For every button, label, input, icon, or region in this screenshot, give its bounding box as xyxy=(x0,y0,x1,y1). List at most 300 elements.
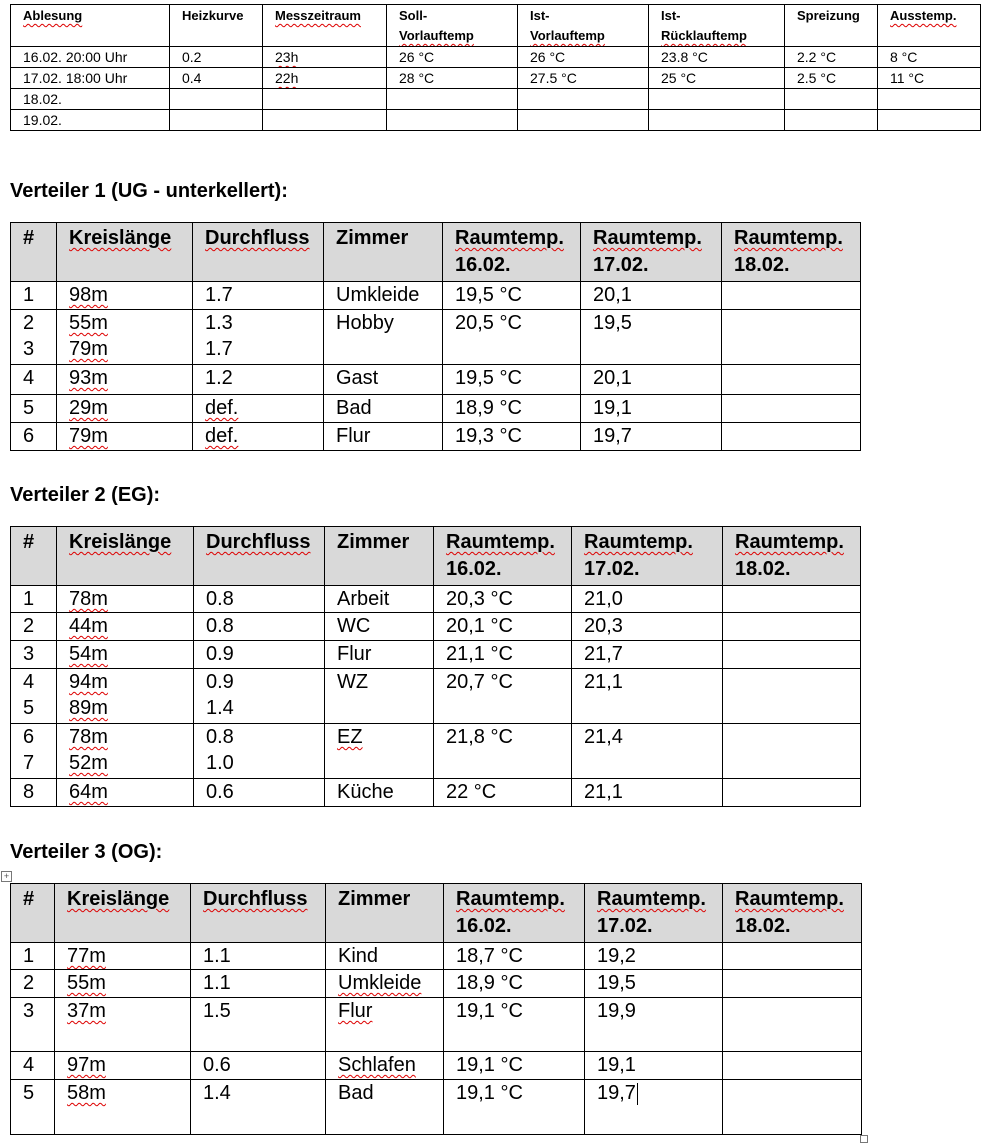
table-row xyxy=(11,1052,862,1080)
table-row xyxy=(11,282,861,310)
len-value xyxy=(67,943,190,969)
len-value xyxy=(69,365,192,391)
cell-raumtemp-2[interactable] xyxy=(572,613,723,641)
cell-raumtemp-3[interactable] xyxy=(722,395,861,423)
cell-ablesung[interactable]: 16.02. 20:00 Uhr xyxy=(11,47,170,68)
cell-empty[interactable] xyxy=(263,89,387,110)
cell-zimmer[interactable] xyxy=(325,641,434,669)
room-label: EZ xyxy=(337,726,363,748)
cell-zimmer[interactable] xyxy=(326,1052,444,1080)
cell-raumtemp-2[interactable] xyxy=(581,310,722,365)
len-text: 89m xyxy=(69,697,108,719)
len-value xyxy=(69,310,192,336)
cell-raumtemp-2[interactable] xyxy=(585,998,723,1052)
len-text: 94m xyxy=(69,671,108,693)
raumtemp-2-value: 21,4 xyxy=(584,726,623,748)
header-zimmer: Zimmer xyxy=(325,527,434,586)
raumtemp-2-value: 21,0 xyxy=(584,588,623,610)
room-label: Küche xyxy=(337,781,394,803)
cell-kreislaenge[interactable] xyxy=(57,423,193,451)
cell-raumtemp-3[interactable] xyxy=(722,310,861,365)
raumtemp-2-value: 20,1 xyxy=(593,284,632,306)
header-raumtemp-2: Raumtemp. 17.02. xyxy=(585,884,723,943)
raumtemp-2-value: 20,3 xyxy=(584,615,623,637)
flow-value: 1.1 xyxy=(203,945,231,967)
cell-kreislaenge[interactable] xyxy=(55,998,191,1052)
table-row xyxy=(11,970,862,998)
nr-value: 3 xyxy=(23,643,35,665)
cell-kreislaenge[interactable] xyxy=(55,970,191,998)
len-text: 44m xyxy=(69,615,108,637)
table-row xyxy=(11,669,861,724)
len-text: 78m xyxy=(69,726,108,748)
table-row xyxy=(11,110,981,131)
cell-raumtemp-1[interactable]: 20,7 °C xyxy=(434,669,572,724)
cell-kreislaenge[interactable] xyxy=(57,724,194,779)
raumtemp-2-value: 21,1 xyxy=(584,671,623,693)
table-row xyxy=(11,365,861,395)
cell-durchfluss[interactable] xyxy=(193,282,324,310)
dist-header-row xyxy=(11,884,862,943)
cell-ist-vl[interactable]: 27.5 °C xyxy=(518,68,649,89)
cell-raumtemp-3[interactable] xyxy=(723,613,861,641)
readings-header-row xyxy=(11,5,981,47)
cell-raumtemp-3[interactable] xyxy=(722,282,861,310)
flow-value xyxy=(205,395,323,421)
table-row xyxy=(11,724,861,779)
flow-value: 1.3 xyxy=(205,312,233,334)
header-heizkurve: Heizkurve xyxy=(170,5,263,47)
flow-value: 1.7 xyxy=(205,284,233,306)
room-label: Umkleide xyxy=(338,972,422,994)
header-ablesung: Ablesung xyxy=(11,5,170,47)
cell-durchfluss[interactable] xyxy=(193,310,324,365)
table-row xyxy=(11,423,861,451)
raumtemp-2-value: 19,5 xyxy=(593,312,632,334)
len-value xyxy=(69,779,193,805)
cell-durchfluss[interactable] xyxy=(191,943,326,970)
nr-value: 2 xyxy=(23,972,35,994)
nr-value: 8 xyxy=(23,781,35,803)
len-text: 79m xyxy=(69,338,108,360)
header-raumtemp-2: Raumtemp. 17.02. xyxy=(572,527,723,586)
len-text: 55m xyxy=(67,972,106,994)
cell-spreizung[interactable]: 2.2 °C xyxy=(785,47,878,68)
nr-value: 4 xyxy=(23,367,35,389)
cell-ablesung[interactable]: 17.02. 18:00 Uhr xyxy=(11,68,170,89)
cell-raumtemp-1[interactable]: 19,5 °C xyxy=(443,282,581,310)
room-label: Flur xyxy=(337,643,372,665)
header-soll-vorlauftemp: Soll- Vorlauftemp xyxy=(387,5,518,47)
header-ist-ruecklauftemp: Ist- Rücklauftemp xyxy=(649,5,785,47)
header-nr: # xyxy=(11,884,55,943)
raumtemp-2-value: 20,1 xyxy=(593,367,632,389)
flow-value: 1.7 xyxy=(205,338,233,360)
cell-messzeitraum[interactable]: 23h xyxy=(263,47,387,68)
cell-kreislaenge[interactable] xyxy=(55,1052,191,1080)
cell-raumtemp-2[interactable] xyxy=(572,641,723,669)
table-row xyxy=(11,641,861,669)
cell-zimmer[interactable] xyxy=(326,943,444,970)
cell-nr[interactable] xyxy=(11,586,57,613)
cell-nr[interactable] xyxy=(11,395,57,423)
table-row xyxy=(11,586,861,613)
nr-value: 1 xyxy=(23,588,35,610)
cell-empty[interactable] xyxy=(387,110,518,131)
room-label: WC xyxy=(337,615,371,637)
flow-value xyxy=(205,423,323,449)
cell-ablesung[interactable]: 19.02. xyxy=(11,110,170,131)
len-text: 37m xyxy=(67,1000,106,1022)
header-kreislaenge: Kreislänge xyxy=(55,884,191,943)
nr-value: 6 xyxy=(23,726,35,748)
cell-nr[interactable] xyxy=(11,613,57,641)
raumtemp-2-value: 21,7 xyxy=(584,643,623,665)
len-value xyxy=(69,613,193,639)
len-text: 52m xyxy=(69,752,108,774)
cell-raumtemp-3[interactable] xyxy=(722,423,861,451)
header-zimmer: Zimmer xyxy=(324,223,443,282)
cell-soll[interactable]: 28 °C xyxy=(387,68,518,89)
cell-raumtemp-3[interactable] xyxy=(722,365,861,395)
header-spreizung: Spreizung xyxy=(785,5,878,47)
cell-empty[interactable] xyxy=(785,89,878,110)
cell-durchfluss[interactable] xyxy=(194,779,325,807)
cell-durchfluss[interactable] xyxy=(193,365,324,395)
cell-empty[interactable] xyxy=(518,89,649,110)
flow-value: 0.9 xyxy=(206,671,234,693)
header-nr: # xyxy=(11,527,57,586)
cell-empty[interactable] xyxy=(649,110,785,131)
len-value xyxy=(69,695,193,721)
nr-value: 1 xyxy=(23,284,35,306)
cell-raumtemp-3[interactable] xyxy=(723,641,861,669)
cell-raumtemp-2[interactable] xyxy=(581,423,722,451)
header-durchfluss: Durchfluss xyxy=(194,527,325,586)
room-label: Bad xyxy=(336,397,372,419)
room-label: Schlafen xyxy=(338,1054,416,1076)
header-durchfluss: Durchfluss xyxy=(193,223,324,282)
table-row xyxy=(11,943,862,970)
cell-nr[interactable] xyxy=(11,365,57,395)
cell-raumtemp-1[interactable]: 20,1 °C xyxy=(434,613,572,641)
flow-value: 0.9 xyxy=(206,643,234,665)
cell-nr[interactable] xyxy=(11,724,57,779)
len-text: 77m xyxy=(67,945,106,967)
cell-raumtemp-3[interactable] xyxy=(723,970,862,998)
flow-value: 0.8 xyxy=(206,588,234,610)
nr-value: 3 xyxy=(23,1000,35,1022)
cell-raumtemp-2[interactable] xyxy=(585,1052,723,1080)
room-label: Flur xyxy=(336,425,371,447)
len-value xyxy=(69,641,193,667)
header-raumtemp-1: Raumtemp. 16.02. xyxy=(443,223,581,282)
cell-raumtemp-1[interactable]: 20,5 °C xyxy=(443,310,581,365)
flow-value: 1.0 xyxy=(206,752,234,774)
nr-value: 4 xyxy=(23,671,35,693)
cell-raumtemp-1[interactable]: 19,1 °C xyxy=(444,1080,585,1135)
cell-nr[interactable] xyxy=(11,669,57,724)
flow-value: 0.8 xyxy=(206,615,234,637)
cell-empty[interactable] xyxy=(170,110,263,131)
dist-header-row xyxy=(11,527,861,586)
cell-raumtemp-2[interactable] xyxy=(572,779,723,807)
cell-raumtemp-1[interactable]: 19,5 °C xyxy=(443,365,581,395)
cell-raumtemp-2[interactable] xyxy=(581,395,722,423)
len-value xyxy=(67,998,190,1024)
cell-zimmer[interactable] xyxy=(325,669,434,724)
raumtemp-2-value: 19,7 xyxy=(597,1082,636,1104)
flow-value: 0.6 xyxy=(206,781,234,803)
cell-heizkurve[interactable]: 0.4 xyxy=(170,68,263,89)
table-row xyxy=(11,68,981,89)
room-label: Gast xyxy=(336,367,379,389)
cell-soll[interactable]: 26 °C xyxy=(387,47,518,68)
table-row xyxy=(11,395,861,423)
cell-kreislaenge[interactable] xyxy=(57,310,193,365)
cell-kreislaenge[interactable] xyxy=(57,586,194,613)
cell-zimmer[interactable] xyxy=(324,365,443,395)
text-cursor xyxy=(637,1083,638,1105)
cell-durchfluss[interactable] xyxy=(191,1080,326,1135)
cell-raumtemp-2[interactable] xyxy=(572,669,723,724)
verteiler3-heading: Verteiler 3 (OG): xyxy=(10,841,163,863)
cell-raumtemp-3[interactable] xyxy=(723,998,862,1052)
cell-raumtemp-2[interactable] xyxy=(585,970,723,998)
len-value xyxy=(69,336,192,362)
cell-durchfluss[interactable] xyxy=(194,586,325,613)
cell-raumtemp-1[interactable]: 18,9 °C xyxy=(444,970,585,998)
cell-empty[interactable] xyxy=(649,89,785,110)
len-text: 64m xyxy=(69,781,108,803)
nr-value: 3 xyxy=(23,338,35,360)
cell-nr[interactable] xyxy=(11,1080,55,1135)
cell-spreizung[interactable]: 2.5 °C xyxy=(785,68,878,89)
table-row xyxy=(11,613,861,641)
cell-zimmer[interactable] xyxy=(324,423,443,451)
nr-value: 4 xyxy=(23,1054,35,1076)
cell-raumtemp-3[interactable] xyxy=(723,586,861,613)
cell-raumtemp-1[interactable]: 19,1 °C xyxy=(444,1052,585,1080)
cell-empty[interactable] xyxy=(263,110,387,131)
flow-value: 1.1 xyxy=(203,972,231,994)
len-text: 97m xyxy=(67,1054,106,1076)
verteiler1-heading: Verteiler 1 (UG - unterkellert): xyxy=(10,180,288,202)
cell-raumtemp-1[interactable]: 18,7 °C xyxy=(444,943,585,970)
cell-durchfluss[interactable] xyxy=(193,395,324,423)
cell-kreislaenge[interactable] xyxy=(55,1080,191,1135)
cell-raumtemp-1[interactable]: 19,3 °C xyxy=(443,423,581,451)
room-label: WZ xyxy=(337,671,369,693)
cell-raumtemp-1[interactable]: 18,9 °C xyxy=(443,395,581,423)
cell-zimmer[interactable] xyxy=(325,586,434,613)
len-text: 98m xyxy=(69,284,108,306)
cell-raumtemp-2[interactable] xyxy=(585,1080,723,1135)
header-raumtemp-1: Raumtemp. 16.02. xyxy=(444,884,585,943)
header-messzeitraum: Messzeitraum xyxy=(263,5,387,47)
cell-raumtemp-1[interactable]: 20,3 °C xyxy=(434,586,572,613)
cell-zimmer[interactable] xyxy=(324,395,443,423)
cell-empty[interactable] xyxy=(878,110,981,131)
verteiler2-table xyxy=(10,526,861,807)
cell-empty[interactable] xyxy=(878,89,981,110)
cell-durchfluss[interactable] xyxy=(194,613,325,641)
cell-kreislaenge[interactable] xyxy=(55,943,191,970)
len-value xyxy=(69,282,192,308)
flow-value: 1.4 xyxy=(206,697,234,719)
raumtemp-2-value: 19,1 xyxy=(597,1054,636,1076)
raumtemp-2-value: 19,1 xyxy=(593,397,632,419)
cell-nr[interactable] xyxy=(11,970,55,998)
cell-kreislaenge[interactable] xyxy=(57,282,193,310)
cell-nr[interactable] xyxy=(11,1052,55,1080)
len-text: 55m xyxy=(69,312,108,334)
cell-zimmer[interactable] xyxy=(324,310,443,365)
header-raumtemp-1: Raumtemp. 16.02. xyxy=(434,527,572,586)
cell-raumtemp-3[interactable] xyxy=(723,943,862,970)
len-value xyxy=(69,750,193,776)
cell-raumtemp-3[interactable] xyxy=(723,779,861,807)
cell-durchfluss[interactable] xyxy=(194,669,325,724)
cell-raumtemp-2[interactable] xyxy=(581,365,722,395)
cell-ist-rl[interactable]: 25 °C xyxy=(649,68,785,89)
table-row xyxy=(11,310,861,365)
cell-raumtemp-2[interactable] xyxy=(572,724,723,779)
cell-zimmer[interactable] xyxy=(326,1080,444,1135)
nr-value: 5 xyxy=(23,1082,35,1104)
cell-nr[interactable] xyxy=(11,943,55,970)
header-raumtemp-3: Raumtemp. 18.02. xyxy=(723,527,861,586)
room-label: Arbeit xyxy=(337,588,390,610)
len-text: 93m xyxy=(69,367,108,389)
cell-durchfluss[interactable] xyxy=(194,641,325,669)
table-row xyxy=(11,1080,862,1135)
header-raumtemp-3: Raumtemp. 18.02. xyxy=(722,223,861,282)
flow-value: 0.6 xyxy=(203,1054,231,1076)
len-value xyxy=(69,423,192,449)
cell-durchfluss[interactable] xyxy=(194,724,325,779)
cell-kreislaenge[interactable] xyxy=(57,669,194,724)
cell-zimmer[interactable] xyxy=(325,613,434,641)
cell-heizkurve[interactable]: 0.2 xyxy=(170,47,263,68)
room-label: Flur xyxy=(338,1000,373,1022)
cell-raumtemp-1[interactable]: 22 °C xyxy=(434,779,572,807)
cell-empty[interactable] xyxy=(387,89,518,110)
cell-nr[interactable] xyxy=(11,998,55,1052)
cell-nr[interactable] xyxy=(11,423,57,451)
cell-kreislaenge[interactable] xyxy=(57,613,194,641)
cell-raumtemp-1[interactable]: 21,8 °C xyxy=(434,724,572,779)
header-nr: # xyxy=(11,223,57,282)
readings-table xyxy=(10,4,981,131)
cell-kreislaenge[interactable] xyxy=(57,365,193,395)
cell-raumtemp-3[interactable] xyxy=(723,1052,862,1080)
header-raumtemp-3: Raumtemp. 18.02. xyxy=(723,884,862,943)
header-raumtemp-2: Raumtemp. 17.02. xyxy=(581,223,722,282)
len-value xyxy=(67,1080,190,1106)
len-value xyxy=(69,669,193,695)
cell-raumtemp-1[interactable]: 21,1 °C xyxy=(434,641,572,669)
nr-value: 5 xyxy=(23,397,35,419)
resize-handle-icon[interactable] xyxy=(860,1135,868,1143)
cell-zimmer[interactable] xyxy=(324,282,443,310)
table-row xyxy=(11,779,861,807)
nr-value: 2 xyxy=(23,615,35,637)
len-value xyxy=(67,970,190,996)
cell-raumtemp-1[interactable]: 19,1 °C xyxy=(444,998,585,1052)
cell-ist-rl[interactable]: 23.8 °C xyxy=(649,47,785,68)
cell-zimmer[interactable] xyxy=(325,724,434,779)
raumtemp-2-value: 21,1 xyxy=(584,781,623,803)
verteiler1-table xyxy=(10,222,861,451)
cell-raumtemp-3[interactable] xyxy=(723,1080,862,1135)
cell-durchfluss[interactable] xyxy=(191,1052,326,1080)
cell-kreislaenge[interactable] xyxy=(57,395,193,423)
dist-header-row xyxy=(11,223,861,282)
cell-raumtemp-3[interactable] xyxy=(723,724,861,779)
room-label: Kind xyxy=(338,945,379,967)
flow-text: def. xyxy=(205,397,239,419)
cell-nr[interactable] xyxy=(11,310,57,365)
cell-nr[interactable] xyxy=(11,779,57,807)
room-label: Umkleide xyxy=(336,284,420,306)
raumtemp-2-value: 19,9 xyxy=(597,1000,636,1022)
len-text: 79m xyxy=(69,425,108,447)
len-text: 54m xyxy=(69,643,108,665)
room-label: Hobby xyxy=(336,312,394,334)
cell-empty[interactable] xyxy=(785,110,878,131)
len-value xyxy=(69,724,193,750)
cell-empty[interactable] xyxy=(518,110,649,131)
header-kreislaenge: Kreislänge xyxy=(57,223,193,282)
cell-zimmer[interactable] xyxy=(326,998,444,1052)
len-value xyxy=(69,586,193,612)
len-text: 78m xyxy=(69,588,108,610)
cell-kreislaenge[interactable] xyxy=(57,641,194,669)
cell-kreislaenge[interactable] xyxy=(57,779,194,807)
cell-durchfluss[interactable] xyxy=(191,998,326,1052)
nr-value: 7 xyxy=(23,752,35,774)
cell-ablesung[interactable]: 18.02. xyxy=(11,89,170,110)
move-handle-icon[interactable]: + xyxy=(1,871,12,882)
flow-value: 0.8 xyxy=(206,726,234,748)
cell-nr[interactable] xyxy=(11,641,57,669)
cell-ist-vl[interactable]: 26 °C xyxy=(518,47,649,68)
verteiler3-table xyxy=(10,883,862,1135)
header-durchfluss: Durchfluss xyxy=(191,884,326,943)
header-zimmer: Zimmer xyxy=(326,884,444,943)
cell-empty[interactable] xyxy=(170,89,263,110)
len-value xyxy=(67,1052,190,1078)
cell-raumtemp-2[interactable] xyxy=(581,282,722,310)
raumtemp-2-value: 19,7 xyxy=(593,425,632,447)
cell-nr[interactable] xyxy=(11,282,57,310)
cell-ausstemp[interactable]: 11 °C xyxy=(878,68,981,89)
cell-raumtemp-3[interactable] xyxy=(723,669,861,724)
cell-durchfluss[interactable] xyxy=(191,970,326,998)
cell-zimmer[interactable] xyxy=(325,779,434,807)
cell-zimmer[interactable] xyxy=(326,970,444,998)
cell-ausstemp[interactable]: 8 °C xyxy=(878,47,981,68)
cell-durchfluss[interactable] xyxy=(193,423,324,451)
cell-messzeitraum[interactable]: 22h xyxy=(263,68,387,89)
table-row xyxy=(11,89,981,110)
flow-text: def. xyxy=(205,425,239,447)
cell-raumtemp-2[interactable] xyxy=(572,586,723,613)
table-row xyxy=(11,998,862,1052)
flow-value: 1.2 xyxy=(205,367,233,389)
cell-raumtemp-2[interactable] xyxy=(585,943,723,970)
